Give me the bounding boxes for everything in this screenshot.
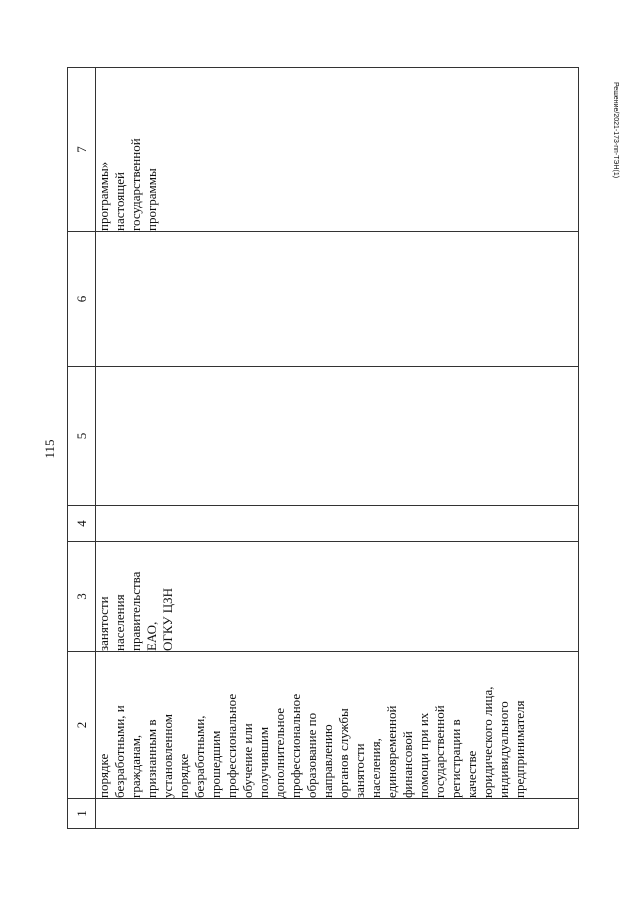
- column-header-1: 1: [68, 799, 96, 829]
- header-row: [68, 68, 96, 829]
- column-header-3: 3: [68, 542, 96, 652]
- column-header-7: 7: [68, 68, 96, 232]
- cell-measure-description: порядке безработными, и гражданам, признанным в установленном порядке безработными, прошедшим профессиональное обучение или получившим дополнительное профессиональное образование по направлению органов службы занятости населения, единовременной финансовой помощи при их государственной регистрации в качестве юридического лица, индивидуального предпринимателя: [96, 652, 579, 799]
- cell-column-4: [96, 506, 579, 542]
- table-row: [96, 68, 579, 829]
- column-header-4: 4: [68, 506, 96, 542]
- page-number: 115: [42, 439, 57, 459]
- cell-number: [96, 799, 579, 829]
- cell-program-link: программы» настоящей государственной программы: [96, 68, 579, 232]
- table-container: [67, 68, 577, 829]
- cell-responsible-executor: занятости населения правительства ЕАО, ОГКУ ЦЗН: [96, 542, 579, 652]
- column-header-5: 5: [68, 367, 96, 506]
- column-header-2: 2: [68, 652, 96, 799]
- cell-column-5: [96, 367, 579, 506]
- program-table: [67, 67, 579, 829]
- column-header-6: 6: [68, 232, 96, 367]
- document-reference: Решение/2021-173-пп-ТЭН(1): [612, 81, 619, 179]
- cell-column-6: [96, 232, 579, 367]
